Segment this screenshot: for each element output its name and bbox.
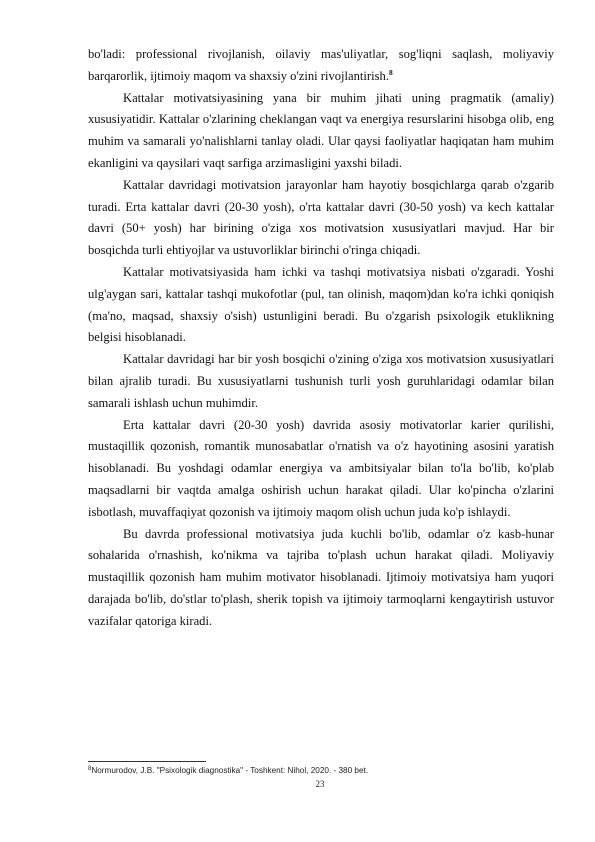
footnote-text: Normurodov, J.B. "Psixologik diagnostika" - Toshkent: Nihol, 2020. - 380 bet.: [91, 766, 369, 775]
paragraph-2: Kattalar motivatsiyasining yana bir muhim jihati uning pragmatik (amaliy) xususiyatidir. Kattalar o'zlarining cheklangan vaqt va energiya resurslarini hisobga olib, eng muhim va samarali yo'nalishlarni tanlay oladi. Ular qaysi faoliyatlar haqiqatan ham muhim ekanligini va qaysilari vaqt sarfiga arzimasligini yaxshi biladi.: [88, 90, 554, 170]
paragraph-1-text: bo'ladi: professional rivojlanish, oilaviy mas'uliyatlar, sog'liqni saqlash, moliyaviy barqarorlik, ijtimoiy maqom va shaxsiy o'zini rivojlantirish.: [88, 47, 554, 83]
paragraph-6: Erta kattalar davri (20-30 yosh) davrida asosiy motivatorlar karier qurilishi, mustaqillik qozonish, romantik munosabatlar o'rnatish va o'z hayotining asosini yaratish hisoblanadi. Bu yoshdagi odamlar energiya va ambitsiyalar bilan to'la bo'lib, ko'plab maqsadlarni bir vaqtda amalga oshirish uchun harakat qiladi. Ular ko'pincha o'zlarini isbotlash, muvaffaqiyat qozonish va ijtimoiy maqom olish uchun juda ko'p ishlaydi.: [88, 417, 554, 519]
footnote: [88, 765, 554, 776]
page-number: 23: [315, 779, 325, 789]
paragraph-1: [88, 44, 554, 88]
document-body: [88, 44, 554, 633]
paragraph-3: Kattalar davridagi motivatsion jarayonlar ham hayotiy bosqichlarga qarab o'zgarib turadi. Erta kattalar davri (20-30 yosh), o'rta kattalar davri (30-50 yosh) va kech kattalar davri (50+ yosh) har birining o'ziga xos motivatsion xususiyatlari mavjud. Har bir bosqichda turli ehtiyojlar va ustuvorliklar birinchi o'ringa chiqadi.: [88, 177, 554, 258]
paragraph-5: Kattalar davridagi har bir yosh bosqichi o'zining o'ziga xos motivatsion xususiyatlari bilan ajralib turadi. Bu xususiyatlarni tushunish turli yosh guruhlaridagi odamlar bilan samarali ishlash uchun muhimdir.: [88, 352, 554, 410]
footnote-divider: [88, 761, 206, 762]
footnote-marker: 8: [88, 766, 92, 772]
paragraph-7: Bu davrda professional motivatsiya juda kuchli bo'lib, odamlar o'z kasb-hunar sohalarida o'rnashish, ko'nikma va tajriba to'plash uchun harakat qiladi. Moliyaviy mustaqillik qozonish ham muhim motivator hisoblanadi. Ijtimoiy motivatsiya ham yuqori darajada bo'lib, do'stlar to'plash, sherik topish va ijtimoiy tarmoqlarni kengaytirish ustuvor vazifalar qatoriga kiradi.: [88, 526, 554, 628]
paragraph-4: Kattalar motivatsiyasida ham ichki va tashqi motivatsiya nisbati o'zgaradi. Yoshi ulg'aygan sari, kattalar tashqi mukofotlar (pul, tan olinish, maqom)dan ko'ra ichki qoniqish (ma'no, maqsad, shaxsiy o'sish) ustunligini beradi. Bu o'zgarish psixologik etuklikning belgisi hisoblanadi.: [88, 264, 554, 345]
footnote-reference[interactable]: 8: [388, 67, 393, 77]
